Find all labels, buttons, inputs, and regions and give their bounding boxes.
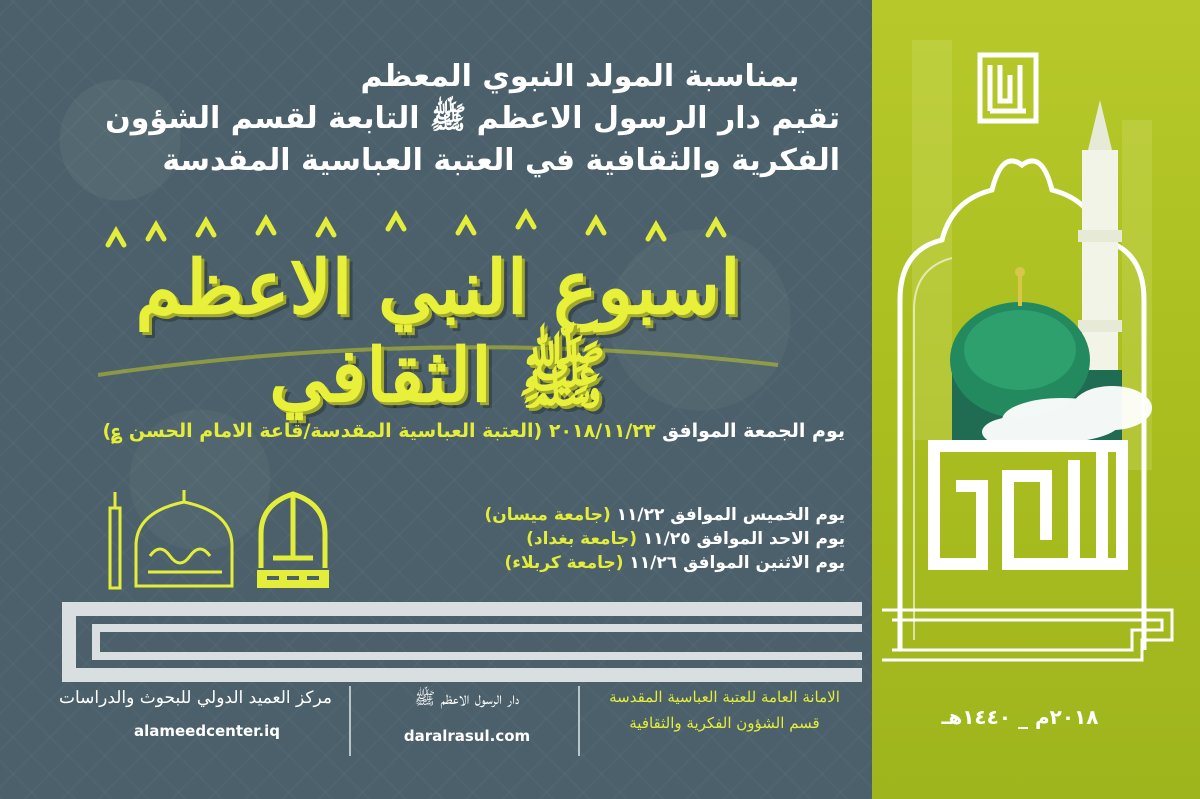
schedule-date: ١١/٢٢ xyxy=(616,505,665,525)
top-emblem-icon xyxy=(980,55,1036,121)
alameed-name: مركز العميد الدولي للبحوث والدراسات xyxy=(58,688,332,708)
header-text xyxy=(105,56,840,182)
schedule-list xyxy=(405,503,845,575)
schedule-row xyxy=(405,503,845,527)
footer-ataba xyxy=(597,688,852,732)
schedule-place: (جامعة ميسان) xyxy=(484,505,611,525)
footer-alameed xyxy=(58,688,332,740)
footer-daralrasul xyxy=(367,688,567,745)
right-panel xyxy=(872,0,1200,799)
dome-logo-icon xyxy=(253,488,333,592)
schedule-day: يوم الاحد الموافق xyxy=(696,529,845,549)
schedule-row xyxy=(405,551,845,575)
schedule-place: (جامعة بغداد) xyxy=(526,529,637,549)
schedule-date: ١١/٢٥ xyxy=(642,529,691,549)
schedule-date: ١١/٢٦ xyxy=(629,553,678,573)
event-day: يوم الجمعة الموافق xyxy=(662,420,845,442)
header-line-3: الفكرية والثقافية في العتبة العباسية المقدسة xyxy=(162,143,840,178)
footer-divider xyxy=(349,686,351,756)
daralrasul-url[interactable]: daralrasul.com xyxy=(403,727,531,745)
header-line-2: تقيم دار الرسول الاعظم ﷺ التابعة لقسم الشؤون xyxy=(105,101,840,136)
schedule-day: يوم الاثنين الموافق xyxy=(683,553,845,573)
event-location: (العتبة العباسية المقدسة/قاعة الامام الحسن ؏) xyxy=(102,420,543,442)
footer xyxy=(58,680,862,790)
mosque-illustration xyxy=(872,0,1200,799)
kufic-bar-icon xyxy=(62,602,862,682)
main-event xyxy=(102,420,845,442)
schedule-day: يوم الخميس الموافق xyxy=(670,505,845,525)
main-title xyxy=(88,205,788,419)
event-date: ٢٠١٨/١١/٢٣ xyxy=(548,420,656,442)
date-line: ٢٠١٨م _ ١٤٤٠هـ xyxy=(941,705,1099,729)
mosque-logo-icon xyxy=(96,486,246,596)
alameed-url[interactable]: alameedcenter.iq xyxy=(133,722,281,740)
footer-divider xyxy=(578,686,580,756)
kufic-calligraphy-icon xyxy=(928,440,1128,570)
schedule-row xyxy=(405,527,845,551)
ataba-dept: قسم الشؤون الفكرية والثقافية xyxy=(629,714,820,732)
header-line-1: بمناسبة المولد النبوي المعظم xyxy=(360,59,800,94)
main-title-text: اسبوع النبي الاعظم ﷺ الثقافي xyxy=(135,245,741,419)
ataba-name: الامانة العامة للعتبة العباسية المقدسة xyxy=(609,688,840,706)
daralrasul-name: دار الرسول الاعظم ﷺ xyxy=(414,689,520,709)
schedule-place: (جامعة كربلاء) xyxy=(504,553,624,573)
